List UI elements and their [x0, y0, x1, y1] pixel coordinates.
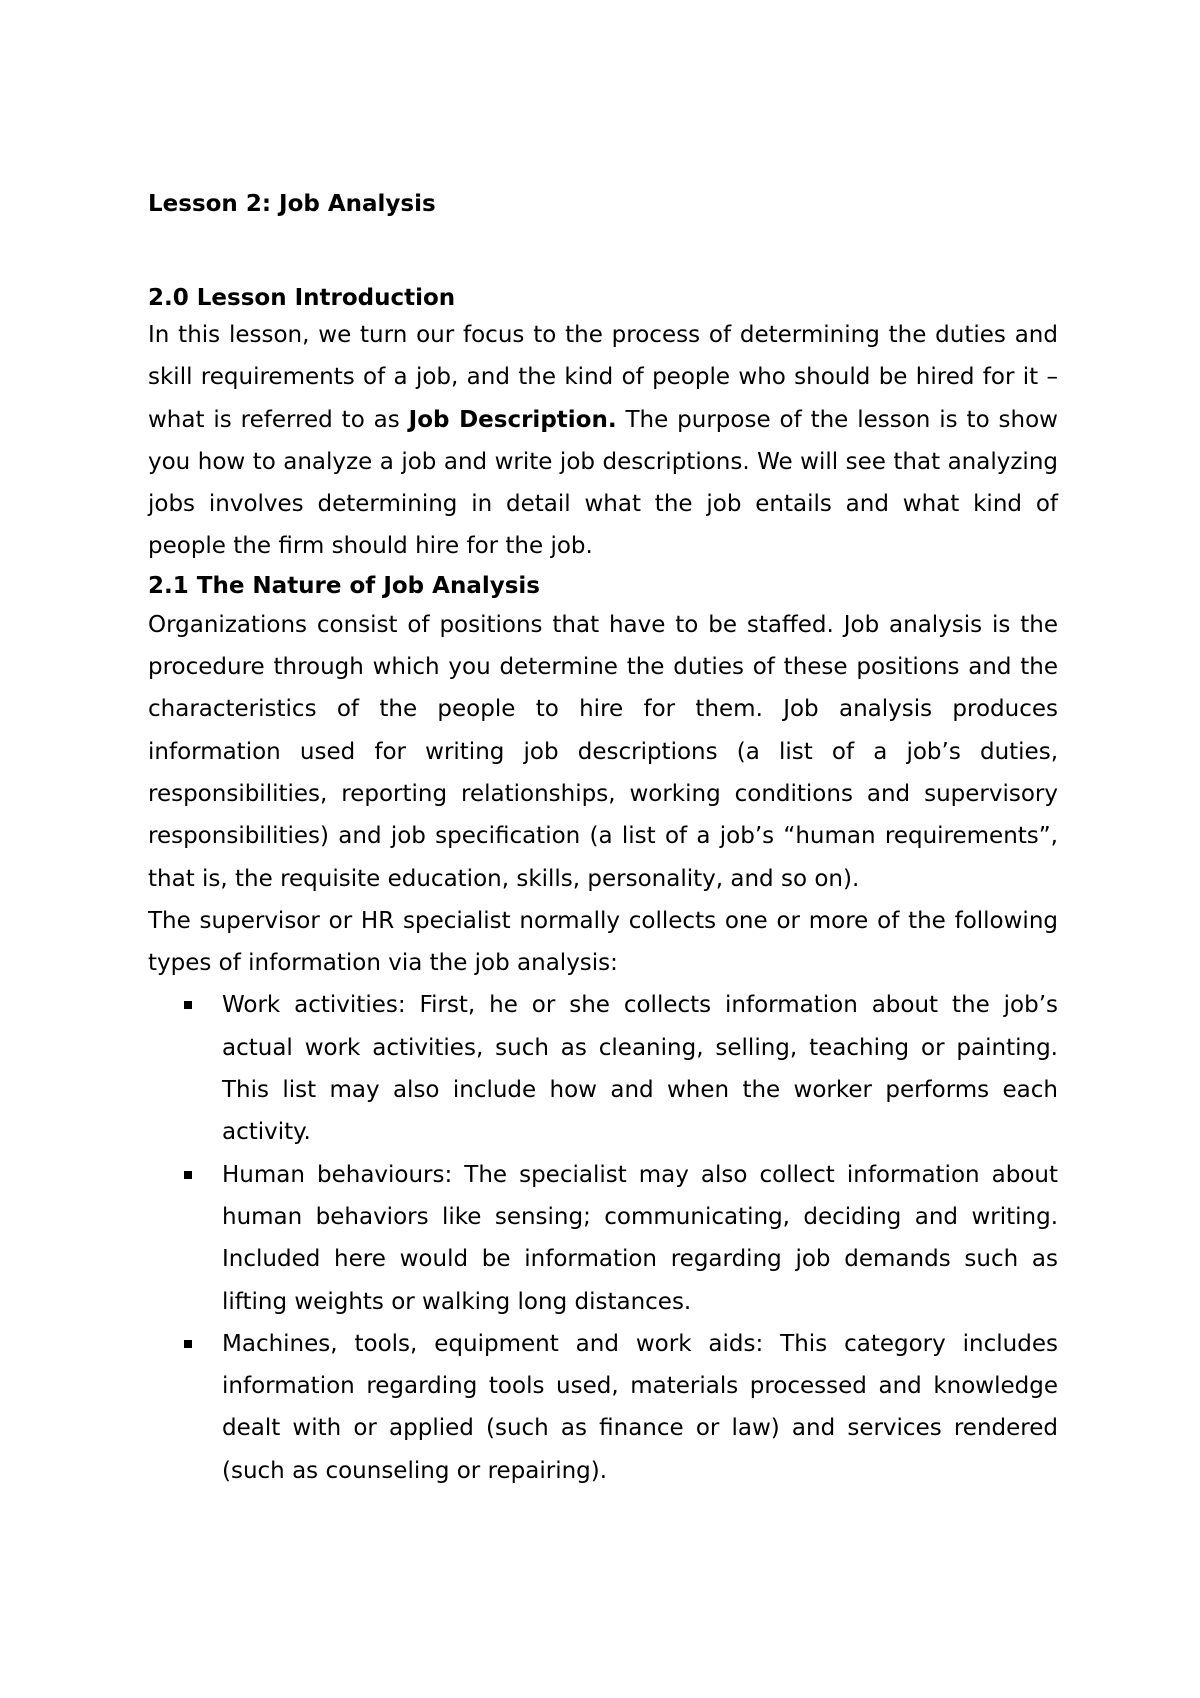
- section-heading-intro: 2.0 Lesson Introduction: [148, 285, 456, 311]
- list-item: [222, 984, 1058, 1153]
- square-bullet-icon: [184, 1171, 192, 1179]
- square-bullet-icon: [184, 1001, 192, 1009]
- job-description-term: Job Description.: [408, 406, 617, 433]
- spacer: [148, 220, 1058, 282]
- list-item: [222, 1154, 1058, 1323]
- list-item-text: Machines, tools, equipment and work aids: This category includes information regarding tools used, materials processed and knowledge dealt with or applied (such as finance or law) and services rendered (such as counseling or repairing).: [222, 1330, 1058, 1484]
- square-bullet-icon: [184, 1340, 192, 1348]
- document-page: [148, 188, 1058, 1492]
- lesson-title: Lesson 2: Job Analysis: [148, 191, 436, 217]
- nature-paragraph-2: The supervisor or HR specialist normally collects one or more of the following types of information via the job analysis:: [148, 907, 1058, 977]
- intro-text-part-1: In this lesson, we turn our focus to the process of determining the duties and skill requirements of a job, and the kind of people who should be hired for it – what is referred to as: [148, 322, 1058, 433]
- nature-paragraph-1: Organizations consist of positions that have to be staffed. Job analysis is the procedure through which you determine the duties of these positions and the characteristics of the people to hire for them. Job analysis produces information used for writing job descriptions (a list of a job’s duties, responsibilities, reporting relationships, working conditions and supervisory responsibilities) and job specification (a list of a job’s “human requirements”, that is, the requisite education, skills, personality, and so on).: [148, 611, 1058, 892]
- information-types-list: [148, 984, 1058, 1492]
- section-heading-nature: 2.1 The Nature of Job Analysis: [148, 572, 540, 599]
- intro-paragraph: [148, 314, 1058, 568]
- intro-text-part-2: The purpose of the lesson is to show you how to analyze a job and write job descriptions. We will see that analyzing jobs involves determining in detail what the job entails and what kind of people the firm should hire for the job.: [148, 406, 1058, 560]
- list-item-text: Human behaviours: The specialist may also collect information about human behaviors like sensing; communicating, deciding and writing. Included here would be information regarding job demands such as lifting weights or walking long distances.: [222, 1161, 1058, 1315]
- list-item: [222, 1323, 1058, 1492]
- list-item-text: Work activities: First, he or she collects information about the job’s actual work activities, such as cleaning, selling, teaching or painting. This list may also include how and when the worker performs each activity.: [222, 992, 1058, 1146]
